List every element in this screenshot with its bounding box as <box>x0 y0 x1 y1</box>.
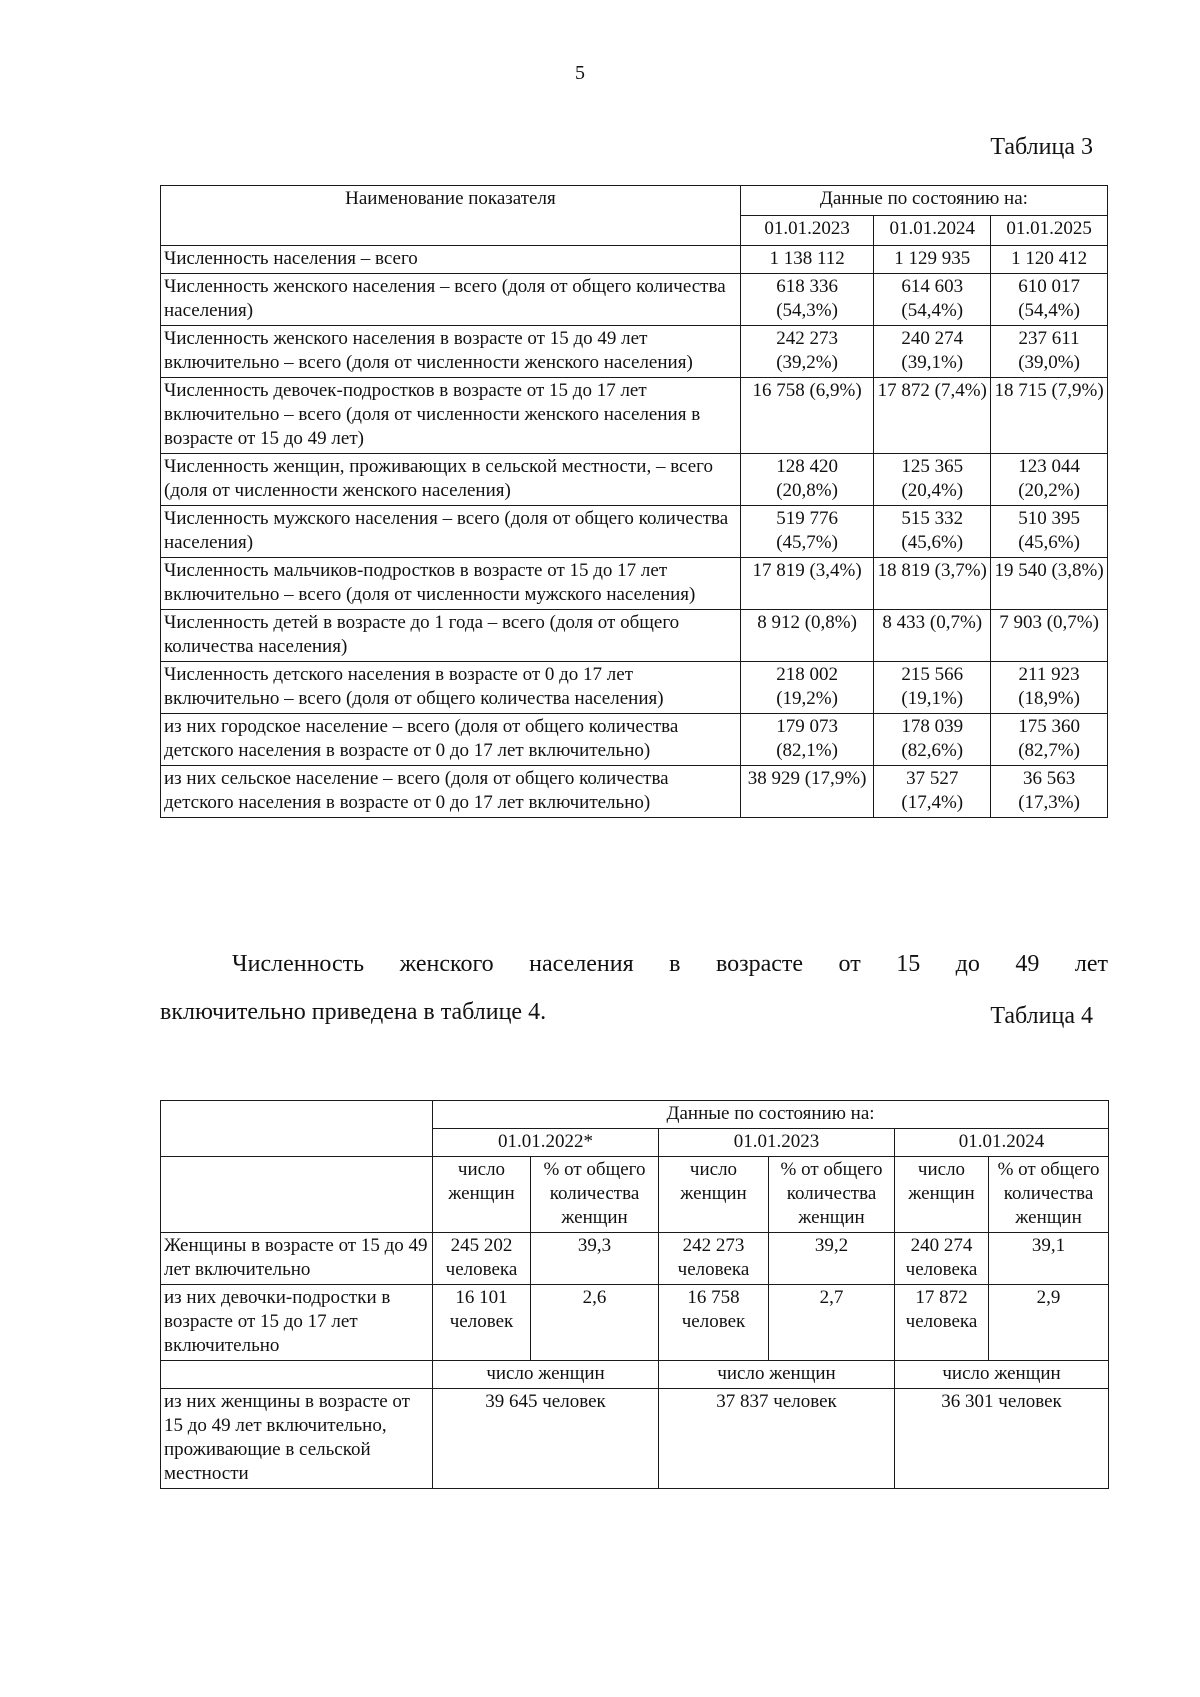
table-3 <box>160 185 1108 818</box>
cell-value: 211 923 (18,9%) <box>991 662 1108 714</box>
cell-value: 179 073 (82,1%) <box>740 714 873 766</box>
cell-value: 1 138 112 <box>740 246 873 274</box>
cell-value: 1 129 935 <box>874 246 991 274</box>
cell-count: 37 837 человек <box>659 1389 895 1489</box>
cell-value: 8 433 (0,7%) <box>874 610 991 662</box>
cell-percent: 2,9 <box>989 1285 1109 1361</box>
blank-cell <box>161 1157 433 1233</box>
cell-count: 39 645 человек <box>433 1389 659 1489</box>
cell-value: 218 002 (19,2%) <box>740 662 873 714</box>
row-label: Численность женского населения в возрасте от 15 до 49 лет включительно – всего (доля от численности женского населения) <box>161 326 741 378</box>
table-row <box>161 714 1108 766</box>
cell-value: 123 044 (20,2%) <box>991 454 1108 506</box>
header-date: 01.01.2024 <box>874 216 991 246</box>
table-row <box>161 378 1108 454</box>
row-label: Численность женского населения – всего (доля от общего количества населения) <box>161 274 741 326</box>
cell-value: 240 274 (39,1%) <box>874 326 991 378</box>
cell-value: 18 715 (7,9%) <box>991 378 1108 454</box>
table-row <box>161 274 1108 326</box>
table-3-body <box>161 246 1108 818</box>
table-row <box>161 506 1108 558</box>
table-row <box>161 558 1108 610</box>
cell-value: 36 563 (17,3%) <box>991 766 1108 818</box>
cell-percent: 39,1 <box>989 1233 1109 1285</box>
header-date: 01.01.2022* <box>433 1129 659 1157</box>
cell-value: 618 336 (54,3%) <box>740 274 873 326</box>
row-label: Численность детского населения в возрасте от 0 до 17 лет включительно – всего (доля от общего количества населения) <box>161 662 741 714</box>
col-header-count: число женщин <box>433 1157 531 1233</box>
cell-value: 610 017 (54,4%) <box>991 274 1108 326</box>
cell-value: 19 540 (3,8%) <box>991 558 1108 610</box>
cell-percent: 39,3 <box>531 1233 659 1285</box>
row-label: из них женщины в возрасте от 15 до 49 лет включительно, проживающие в сельской местности <box>161 1389 433 1489</box>
col-header-percent: % от общего количества женщин <box>989 1157 1109 1233</box>
subheader-count: число женщин <box>659 1361 895 1389</box>
blank-cell <box>161 1361 433 1389</box>
cell-value: 38 929 (17,9%) <box>740 766 873 818</box>
table-row <box>161 1285 1109 1361</box>
cell-value: 7 903 (0,7%) <box>991 610 1108 662</box>
row-label: Численность девочек-подростков в возрасте от 15 до 17 лет включительно – всего (доля от численности женского населения в возрасте от 15 до 49 лет) <box>161 378 741 454</box>
cell-count: 242 273 человека <box>659 1233 769 1285</box>
row-label: из них городское население – всего (доля от общего количества детского населения в возрасте от 0 до 17 лет включительно) <box>161 714 741 766</box>
header-date: 01.01.2023 <box>740 216 873 246</box>
cell-value: 515 332 (45,6%) <box>874 506 991 558</box>
cell-count: 17 872 человека <box>895 1285 989 1361</box>
table-row <box>161 662 1108 714</box>
table-row <box>161 610 1108 662</box>
table-row <box>161 1389 1109 1489</box>
header-data-as-of: Данные по состоянию на: <box>740 186 1107 216</box>
col-header-percent: % от общего количества женщин <box>531 1157 659 1233</box>
header-indicator: Наименование показателя <box>161 186 741 246</box>
cell-count: 16 101 человек <box>433 1285 531 1361</box>
cell-value: 16 758 (6,9%) <box>740 378 873 454</box>
table-row <box>161 326 1108 378</box>
cell-percent: 2,7 <box>769 1285 895 1361</box>
cell-value: 1 120 412 <box>991 246 1108 274</box>
subheader-count: число женщин <box>433 1361 659 1389</box>
subheader-count: число женщин <box>895 1361 1109 1389</box>
cell-count: 245 202 человека <box>433 1233 531 1285</box>
row-label: Численность женщин, проживающих в сельской местности, – всего (доля от численности женского населения) <box>161 454 741 506</box>
cell-percent: 39,2 <box>769 1233 895 1285</box>
cell-value: 37 527 (17,4%) <box>874 766 991 818</box>
cell-value: 128 420 (20,8%) <box>740 454 873 506</box>
table-row <box>161 454 1108 506</box>
paragraph-line-2: включительно приведена в таблице 4. <box>160 999 547 1025</box>
cell-count: 240 274 человека <box>895 1233 989 1285</box>
cell-count: 36 301 человек <box>895 1389 1109 1489</box>
table-row <box>161 766 1108 818</box>
header-date: 01.01.2024 <box>895 1129 1109 1157</box>
blank-cell <box>161 1101 433 1157</box>
table-row <box>161 246 1108 274</box>
page-number: 5 <box>575 62 585 84</box>
cell-value: 237 611 (39,0%) <box>991 326 1108 378</box>
cell-value: 17 872 (7,4%) <box>874 378 991 454</box>
row-label: Численность мальчиков-подростков в возрасте от 15 до 17 лет включительно – всего (доля от численности мужского населения) <box>161 558 741 610</box>
cell-value: 215 566 (19,1%) <box>874 662 991 714</box>
col-header-count: число женщин <box>895 1157 989 1233</box>
cell-value: 175 360 (82,7%) <box>991 714 1108 766</box>
table-3-caption: Таблица 3 <box>990 134 1093 160</box>
header-date: 01.01.2023 <box>659 1129 895 1157</box>
table-4 <box>160 1100 1109 1489</box>
row-label: Численность детей в возрасте до 1 года – всего (доля от общего количества населения) <box>161 610 741 662</box>
cell-value: 519 776 (45,7%) <box>740 506 873 558</box>
row-label: Женщины в возрасте от 15 до 49 лет включительно <box>161 1233 433 1285</box>
table-row <box>161 1233 1109 1285</box>
cell-value: 178 039 (82,6%) <box>874 714 991 766</box>
header-date: 01.01.2025 <box>991 216 1108 246</box>
paragraph-line-1: Численность женского населения в возрасте от 15 до 49 лет <box>232 951 1108 977</box>
cell-value: 17 819 (3,4%) <box>740 558 873 610</box>
cell-count: 16 758 человек <box>659 1285 769 1361</box>
table-4-body <box>161 1233 1109 1489</box>
cell-value: 614 603 (54,4%) <box>874 274 991 326</box>
row-label: Численность мужского населения – всего (доля от общего количества населения) <box>161 506 741 558</box>
cell-percent: 2,6 <box>531 1285 659 1361</box>
row-label: из них сельское население – всего (доля от общего количества детского населения в возрасте от 0 до 17 лет включительно) <box>161 766 741 818</box>
col-header-count: число женщин <box>659 1157 769 1233</box>
cell-value: 125 365 (20,4%) <box>874 454 991 506</box>
row-label: Численность населения – всего <box>161 246 741 274</box>
subheader-row <box>161 1361 1109 1389</box>
row-label: из них девочки-подростки в возрасте от 15 до 17 лет включительно <box>161 1285 433 1361</box>
col-header-percent: % от общего количества женщин <box>769 1157 895 1233</box>
cell-value: 18 819 (3,7%) <box>874 558 991 610</box>
header-data-as-of: Данные по состоянию на: <box>433 1101 1109 1129</box>
table-4-caption: Таблица 4 <box>990 1003 1093 1029</box>
cell-value: 242 273 (39,2%) <box>740 326 873 378</box>
cell-value: 510 395 (45,6%) <box>991 506 1108 558</box>
cell-value: 8 912 (0,8%) <box>740 610 873 662</box>
